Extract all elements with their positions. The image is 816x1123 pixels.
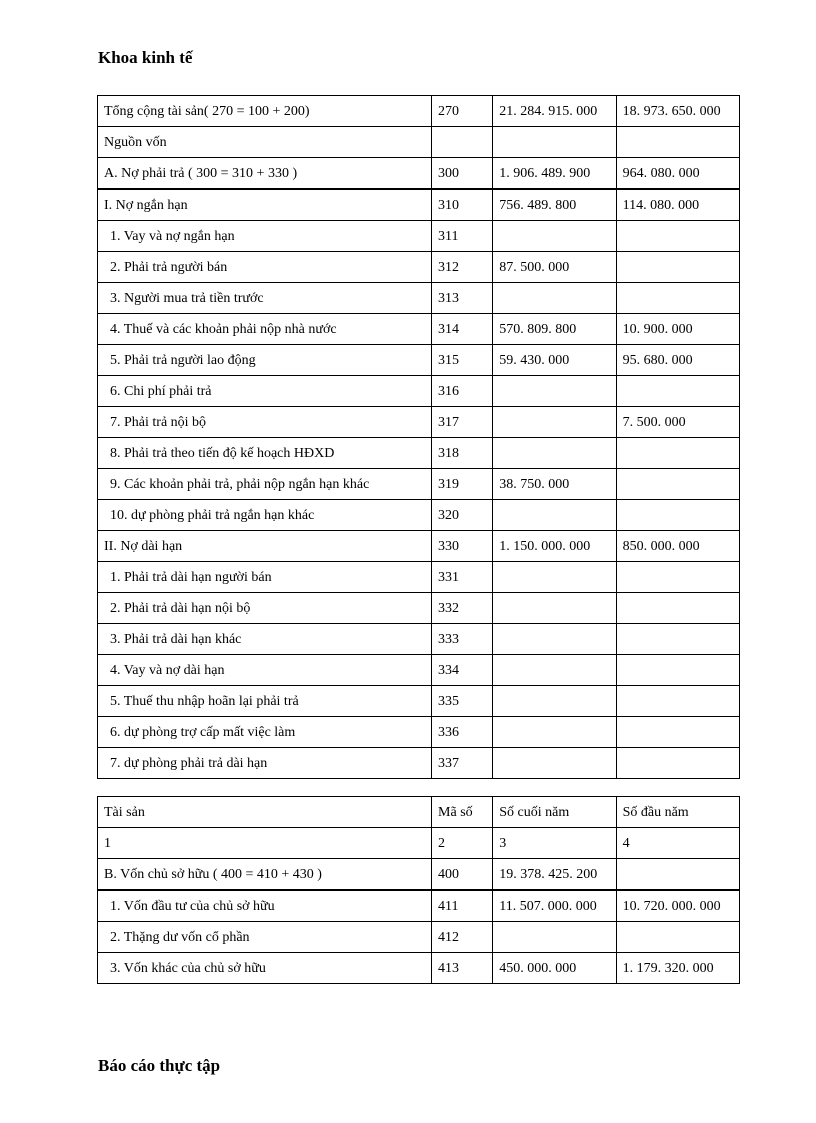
row-code-cell: 311: [432, 221, 493, 252]
row-end-year-cell: [493, 376, 616, 407]
row-start-year-cell: 95. 680. 000: [616, 345, 739, 376]
row-label-cell: A. Nợ phải trả ( 300 = 310 + 330 ): [98, 158, 432, 190]
row-start-year-cell: [616, 562, 739, 593]
row-start-year-cell: [616, 717, 739, 748]
row-code-cell: 412: [432, 922, 493, 953]
table-row: [98, 748, 740, 779]
row-label-cell: 4. Thuế và các khoản phải nộp nhà nước: [98, 314, 432, 345]
table-row: [98, 953, 740, 984]
row-start-year-cell: [616, 283, 739, 314]
row-start-year-cell: [616, 593, 739, 624]
row-end-year-cell: 11. 507. 000. 000: [493, 890, 616, 922]
row-end-year-cell: 570. 809. 800: [493, 314, 616, 345]
row-end-year-cell: 450. 000. 000: [493, 953, 616, 984]
row-start-year-cell: [616, 624, 739, 655]
row-end-year-cell: [493, 717, 616, 748]
row-start-year-cell: 850. 000. 000: [616, 531, 739, 562]
row-label-cell: 7. dự phòng phải trả dài hạn: [98, 748, 432, 779]
row-start-year-cell: [616, 252, 739, 283]
row-end-year-cell: 59. 430. 000: [493, 345, 616, 376]
row-code-cell: 310: [432, 189, 493, 221]
table-row: [98, 593, 740, 624]
table-row: [98, 624, 740, 655]
table-row: [98, 562, 740, 593]
row-start-year-cell: [616, 686, 739, 717]
row-label-cell: 2. Thặng dư vốn cổ phần: [98, 922, 432, 953]
row-label-cell: 6. dự phòng trợ cấp mất việc làm: [98, 717, 432, 748]
row-label-cell: 5. Phải trả người lao động: [98, 345, 432, 376]
row-code-cell: 334: [432, 655, 493, 686]
row-code-cell: 315: [432, 345, 493, 376]
row-label-cell: Nguồn vốn: [98, 127, 432, 158]
column-number-cell: 2: [432, 828, 493, 859]
row-label-cell: 3. Phải trả dài hạn khác: [98, 624, 432, 655]
row-code-cell: 411: [432, 890, 493, 922]
table-row: [98, 127, 740, 158]
table-row: [98, 189, 740, 221]
row-label-cell: 1. Vay và nợ ngắn hạn: [98, 221, 432, 252]
table-row: [98, 407, 740, 438]
row-end-year-cell: 1. 906. 489. 900: [493, 158, 616, 190]
row-code-cell: 314: [432, 314, 493, 345]
column-number-cell: 1: [98, 828, 432, 859]
table-header-row: [98, 797, 740, 828]
table-row: [98, 345, 740, 376]
liabilities-table: [97, 95, 740, 779]
row-end-year-cell: 1. 150. 000. 000: [493, 531, 616, 562]
row-start-year-cell: 18. 973. 650. 000: [616, 96, 739, 127]
row-start-year-cell: [616, 221, 739, 252]
row-start-year-cell: 114. 080. 000: [616, 189, 739, 221]
row-label-cell: 3. Người mua trả tiền trước: [98, 283, 432, 314]
row-label-cell: 10. dự phòng phải trả ngắn hạn khác: [98, 500, 432, 531]
row-end-year-cell: [493, 407, 616, 438]
header-cell-start-year: Số đầu năm: [616, 797, 739, 828]
row-start-year-cell: 10. 720. 000. 000: [616, 890, 739, 922]
row-start-year-cell: [616, 127, 739, 158]
row-start-year-cell: 964. 080. 000: [616, 158, 739, 190]
row-label-cell: 1. Vốn đầu tư của chủ sở hữu: [98, 890, 432, 922]
row-start-year-cell: 1. 179. 320. 000: [616, 953, 739, 984]
table-row: [98, 376, 740, 407]
row-label-cell: Tổng cộng tài sản( 270 = 100 + 200): [98, 96, 432, 127]
row-end-year-cell: [493, 438, 616, 469]
header-cell-asset: Tài sản: [98, 797, 432, 828]
row-end-year-cell: [493, 562, 616, 593]
row-end-year-cell: [493, 624, 616, 655]
row-code-cell: 337: [432, 748, 493, 779]
row-end-year-cell: [493, 127, 616, 158]
row-end-year-cell: 38. 750. 000: [493, 469, 616, 500]
table-row: [98, 890, 740, 922]
table-row: [98, 922, 740, 953]
row-code-cell: 318: [432, 438, 493, 469]
table-row: [98, 686, 740, 717]
row-end-year-cell: [493, 686, 616, 717]
row-start-year-cell: 7. 500. 000: [616, 407, 739, 438]
row-label-cell: 3. Vốn khác của chủ sở hữu: [98, 953, 432, 984]
row-code-cell: 319: [432, 469, 493, 500]
row-label-cell: 2. Phải trả người bán: [98, 252, 432, 283]
row-end-year-cell: 19. 378. 425. 200: [493, 859, 616, 891]
header-cell-code: Mã số: [432, 797, 493, 828]
row-code-cell: 316: [432, 376, 493, 407]
row-end-year-cell: 87. 500. 000: [493, 252, 616, 283]
table-row: [98, 283, 740, 314]
header-cell-end-year: Số cuối năm: [493, 797, 616, 828]
row-start-year-cell: [616, 376, 739, 407]
table-row: [98, 717, 740, 748]
table-row: [98, 252, 740, 283]
row-code-cell: 332: [432, 593, 493, 624]
row-label-cell: B. Vốn chủ sở hữu ( 400 = 410 + 430 ): [98, 859, 432, 891]
row-code-cell: 270: [432, 96, 493, 127]
row-code-cell: 336: [432, 717, 493, 748]
table-row: [98, 531, 740, 562]
row-end-year-cell: [493, 593, 616, 624]
row-code-cell: 333: [432, 624, 493, 655]
table-row: [98, 438, 740, 469]
row-label-cell: I. Nợ ngắn hạn: [98, 189, 432, 221]
row-code-cell: 331: [432, 562, 493, 593]
row-code-cell: 330: [432, 531, 493, 562]
page-footer-title: Báo cáo thực tập: [98, 1056, 221, 1075]
table-row: [98, 859, 740, 891]
row-start-year-cell: [616, 859, 739, 891]
row-start-year-cell: [616, 922, 739, 953]
row-label-cell: 1. Phải trả dài hạn người bán: [98, 562, 432, 593]
row-end-year-cell: [493, 500, 616, 531]
row-code-cell: 312: [432, 252, 493, 283]
row-end-year-cell: [493, 655, 616, 686]
row-code-cell: 300: [432, 158, 493, 190]
row-code-cell: 320: [432, 500, 493, 531]
row-end-year-cell: 756. 489. 800: [493, 189, 616, 221]
row-code-cell: 313: [432, 283, 493, 314]
row-end-year-cell: [493, 221, 616, 252]
table-row: [98, 314, 740, 345]
table-row: [98, 158, 740, 190]
table-row: [98, 221, 740, 252]
row-label-cell: II. Nợ dài hạn: [98, 531, 432, 562]
table-row: [98, 469, 740, 500]
row-code-cell: [432, 127, 493, 158]
row-end-year-cell: 21. 284. 915. 000: [493, 96, 616, 127]
table-row: [98, 96, 740, 127]
row-start-year-cell: [616, 469, 739, 500]
row-code-cell: 400: [432, 859, 493, 891]
row-end-year-cell: [493, 283, 616, 314]
row-end-year-cell: [493, 922, 616, 953]
row-label-cell: 4. Vay và nợ dài hạn: [98, 655, 432, 686]
column-number-row: [98, 828, 740, 859]
row-code-cell: 413: [432, 953, 493, 984]
row-start-year-cell: [616, 500, 739, 531]
equity-table: [97, 796, 740, 984]
row-label-cell: 6. Chi phí phải trả: [98, 376, 432, 407]
row-start-year-cell: [616, 748, 739, 779]
column-number-cell: 3: [493, 828, 616, 859]
column-number-cell: 4: [616, 828, 739, 859]
row-code-cell: 335: [432, 686, 493, 717]
row-end-year-cell: [493, 748, 616, 779]
row-label-cell: 7. Phải trả nội bộ: [98, 407, 432, 438]
row-start-year-cell: [616, 438, 739, 469]
row-start-year-cell: 10. 900. 000: [616, 314, 739, 345]
row-label-cell: 9. Các khoản phải trả, phải nộp ngắn hạn khác: [98, 469, 432, 500]
row-label-cell: 8. Phải trả theo tiến độ kế hoạch HĐXD: [98, 438, 432, 469]
table-row: [98, 500, 740, 531]
row-label-cell: 2. Phải trả dài hạn nội bộ: [98, 593, 432, 624]
page-header-title: Khoa kinh tế: [98, 48, 193, 67]
row-label-cell: 5. Thuế thu nhập hoãn lại phải trả: [98, 686, 432, 717]
row-start-year-cell: [616, 655, 739, 686]
table-row: [98, 655, 740, 686]
row-code-cell: 317: [432, 407, 493, 438]
